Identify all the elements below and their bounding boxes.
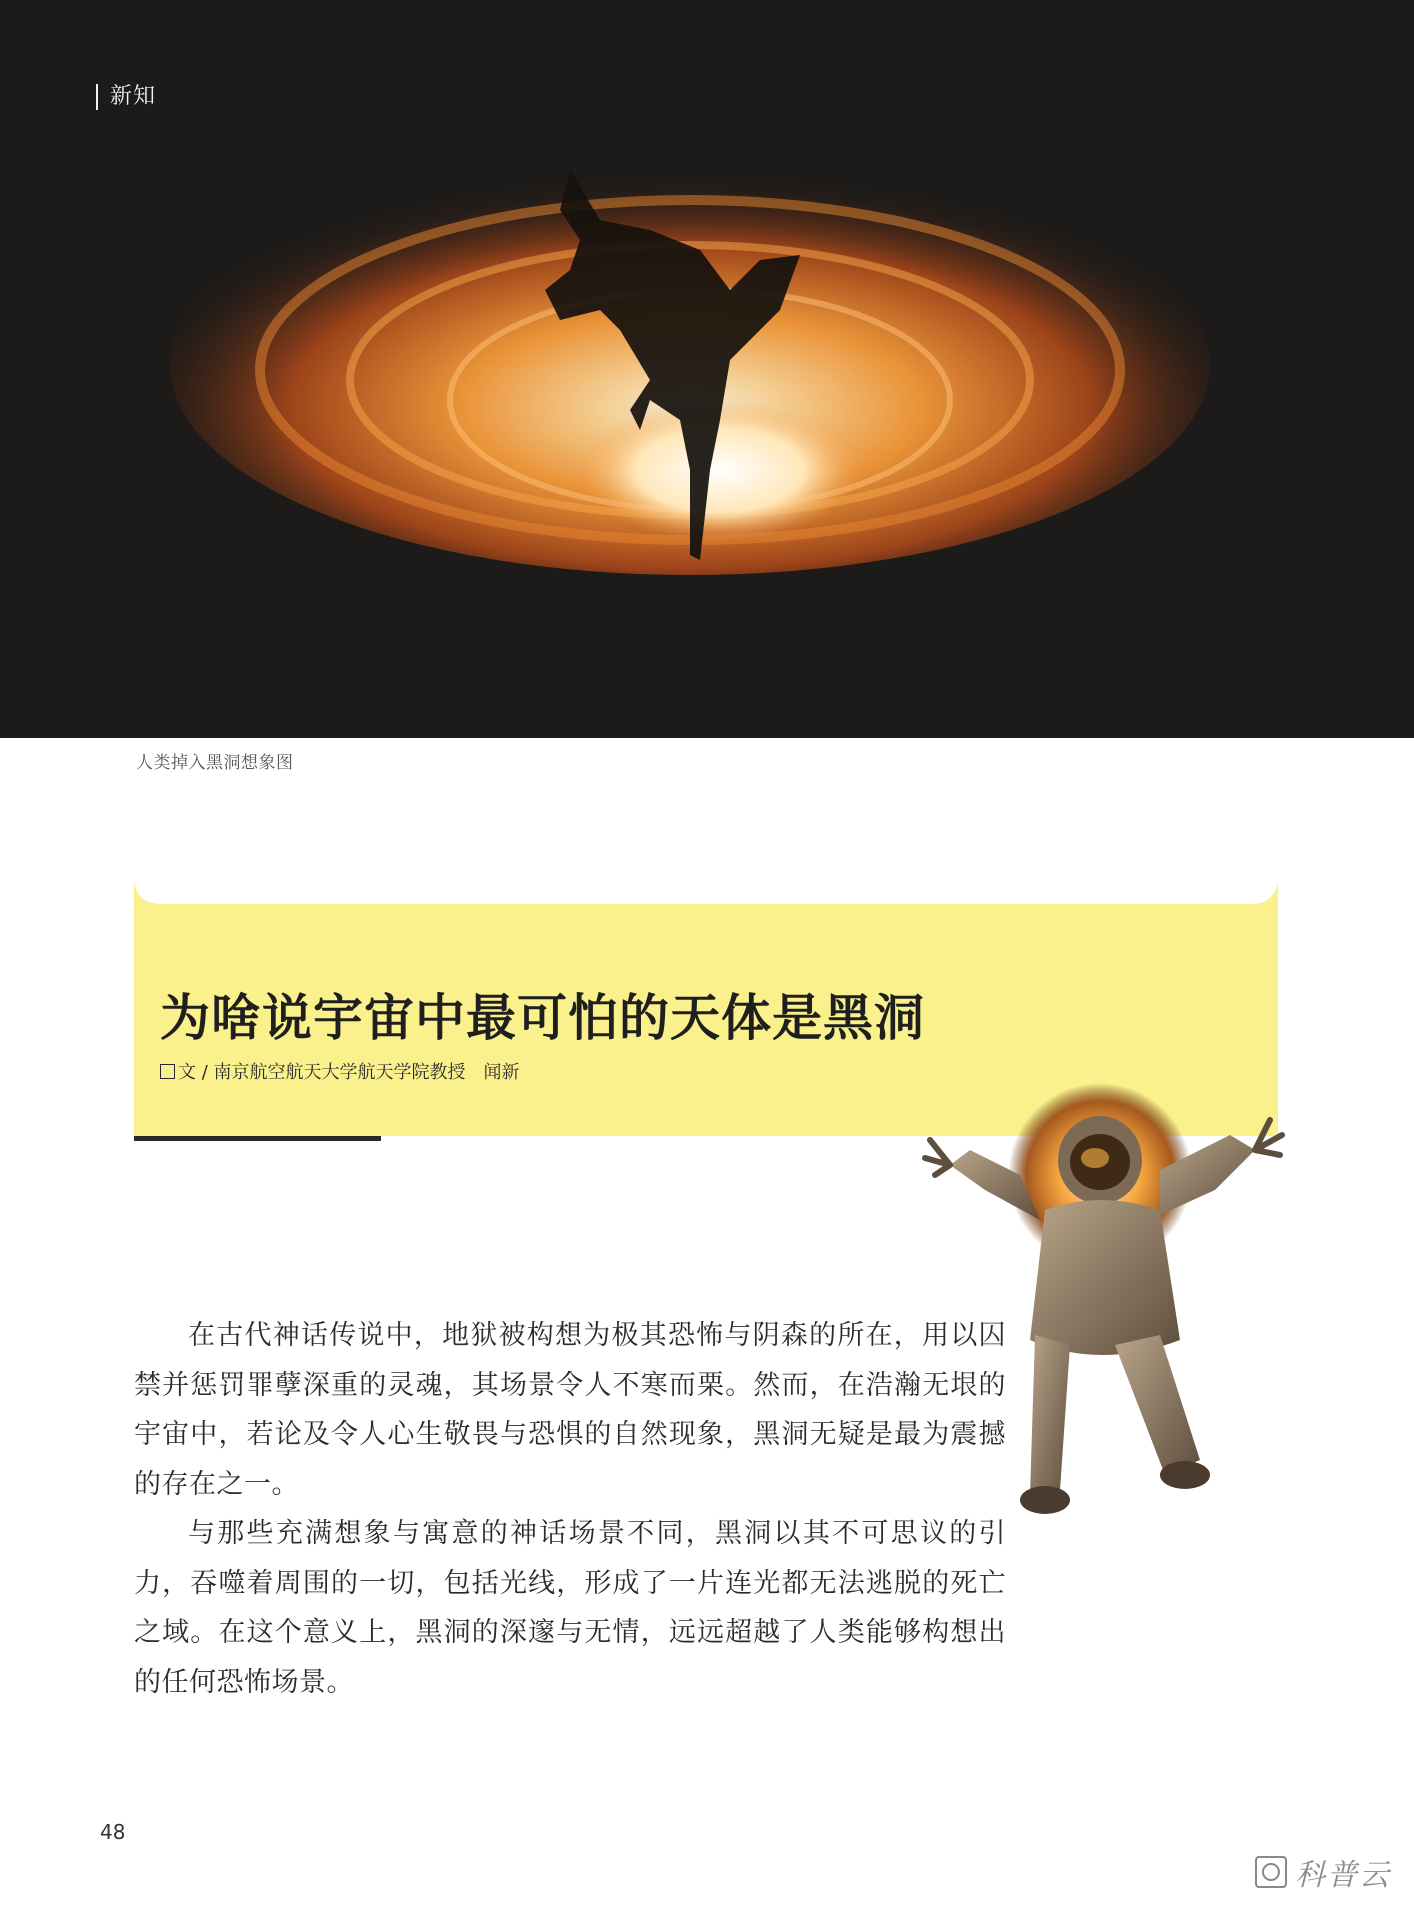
byline-author: 闻新: [483, 1062, 520, 1083]
byline: [160, 1058, 520, 1084]
byline-affiliation: 文 / 南京航空航天大学航天学院教授: [178, 1062, 466, 1083]
article-title: 为啥说宇宙中最可怕的天体是黑洞: [160, 989, 925, 1047]
black-hole-illustration: [0, 0, 1414, 738]
hero-image: [0, 0, 1414, 738]
paragraph-1: 在古代神话传说中，地狱被构想为极其恐怖与阴森的所在，用以囚禁并惩罚罪孽深重的灵魂，其场景令人不寒而栗。然而，在浩瀚无垠的宇宙中，若论及令人心生敬畏与恐惧的自然现象，黑洞无疑是最为震撼的存在之一。: [134, 1320, 1006, 1500]
title-underline: [134, 1136, 381, 1141]
article-body: [134, 1311, 1006, 1707]
image-caption: 人类掉入黑洞想象图: [136, 753, 294, 773]
logo-mark-icon: [1255, 1856, 1287, 1888]
publisher-logo: [1255, 1852, 1391, 1892]
paragraph-2: 与那些充满想象与寓意的神话场景不同，黑洞以其不可思议的引力，吞噬着周围的一切，包括光线，形成了一片连光都无法逃脱的死亡之域。在这个意义上，黑洞的深邃与无情，远远超越了人类能够构想出的任何恐怖场景。: [134, 1518, 1006, 1698]
byline-box-icon: [160, 1064, 175, 1079]
logo-text: 科普云: [1295, 1858, 1391, 1893]
section-tag: 新知: [96, 84, 156, 110]
page-number: 48: [100, 1820, 126, 1844]
